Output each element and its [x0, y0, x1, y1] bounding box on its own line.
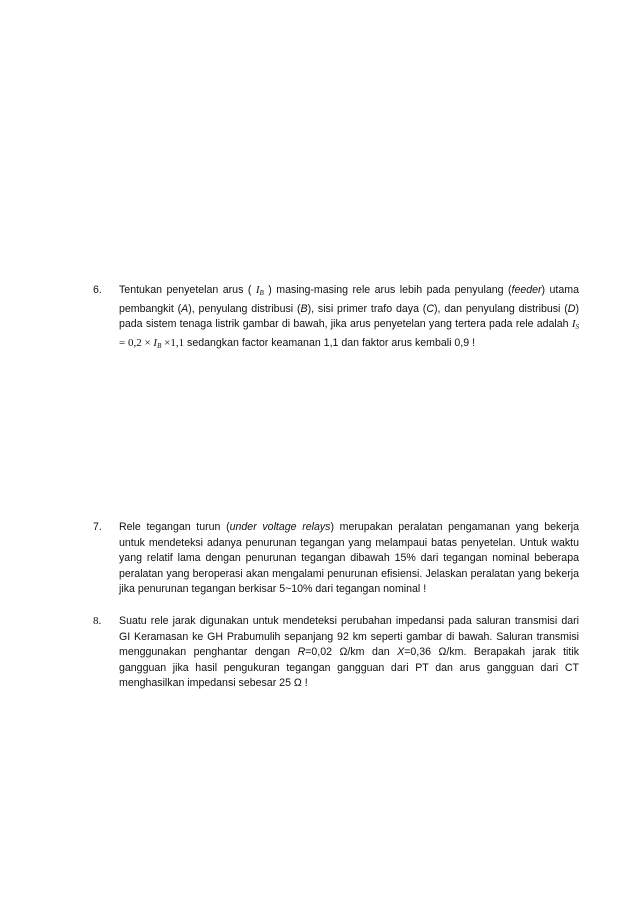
question-text: Rele tegangan turun (under voltage relays) merupakan peralatan pengamanan yang bekerja untuk mendeteksi adanya penurunan tegangan yang melampaui batas penyetelan. Untuk waktu yang relatif lama dengan penurunan tegangan dibawah 15% dari tegangan nominal beberapa peralatan yang beroperasi akan mengalami penurunan efisiensi. Jelaskan peralatan yang bekerja jika penurunan tegangan berkisar 5~10% dari tegangan nominal ! [119, 521, 579, 595]
symbol-ib: $I_B$ [255, 284, 264, 297]
question-text: Suatu rele jarak digunakan untuk mendeteksi perubahan impedansi pada saluran transmisi dari GI Keramasan ke GH Prabumulih sepanjang 92 km seperti gambar di bawah. Saluran transmisi menggunakan penghantar dengan R=0,02 Ω/km dan X=0,36 Ω/km. Berapakah jarak titik gangguan jika hasil pengukuran tegangan gangguan dari PT dan arus gangguan dari CT menghasilkan impedansi sebesar 25 Ω ! [119, 615, 579, 689]
question-number: 7. [93, 521, 102, 533]
question-number: 8. [93, 615, 102, 627]
question-8 [93, 614, 579, 692]
setting-equation: $I_S = 0,2 \times I_B \times 1,1$ [119, 318, 579, 350]
question-text: Tentukan penyetelan arus ( $I_B$ ) masing-masing rele arus lebih pada penyulang (feeder) utama pembangkit (A), penyulang distribusi (B), sisi primer trafo daya (C), dan penyulang distribusi (D) pada sistem tenaga listrik gambar di bawah, jika arus penyetelan yang tertera pada rele adalah $I_S = 0,2 \times I_B \times 1,1$ sedangkan factor keamanan 1,1 dan faktor arus kembali 0,9 ! [119, 284, 579, 350]
question-number: 6. [93, 284, 102, 296]
question-7 [93, 520, 579, 598]
question-6 [93, 283, 579, 354]
